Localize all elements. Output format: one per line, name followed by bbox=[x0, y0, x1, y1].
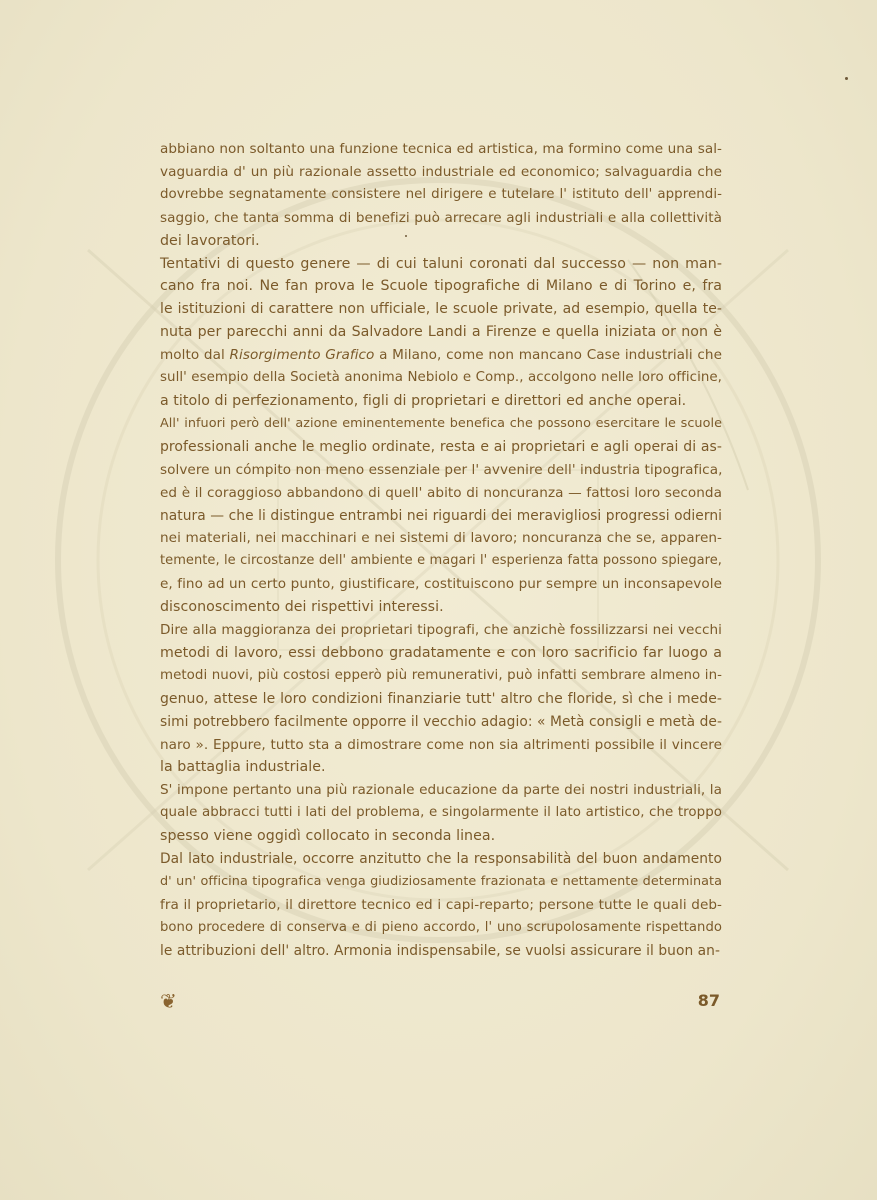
text-line: simi potrebbero facilmente opporre il vecchio adagio: « Metà consigli e metà de- bbox=[160, 713, 722, 730]
text-line: Tentativi di questo genere — di cui taluni coronati dal successo — non man- bbox=[160, 255, 722, 272]
text-line: molto dal Risorgimento Grafico a Milano, come non mancano Case industriali che bbox=[160, 347, 722, 364]
italic-title: Risorgimento Grafico bbox=[229, 347, 375, 364]
text-line: nei materiali, nei macchinari e nei sistemi di lavoro; noncuranza che se, apparen- bbox=[160, 530, 722, 547]
text-line: fra il proprietario, il direttore tecnico ed i capi-reparto; persone tutte le quali deb- bbox=[160, 896, 722, 913]
page-footer bbox=[160, 990, 722, 1016]
text-line: vaguardia d' un più razionale assetto industriale ed economico; salvaguardia che bbox=[160, 163, 722, 180]
text-line: nuta per parecchi anni da Salvadore Landi a Firenze e quella iniziata or non è bbox=[160, 324, 722, 341]
text-line: professionali anche le meglio ordinate, resta e ai proprietari e agli operai di as- bbox=[160, 438, 722, 455]
text-line: bono procedere di conserva e di pieno accordo, l' uno scrupolosamente rispettando bbox=[160, 919, 722, 935]
paragraph bbox=[160, 848, 722, 963]
text-line: dei lavoratori. bbox=[160, 232, 260, 249]
text-line: le istituzioni di carattere non ufficiale, le scuole private, ad esempio, quella te- bbox=[160, 301, 722, 318]
paragraph bbox=[160, 413, 722, 619]
text-line: genuo, attese le loro condizioni finanziarie tutt' altro che floride, sì che i mede- bbox=[160, 690, 722, 707]
text-line: disconoscimento dei rispettivi interessi. bbox=[160, 599, 444, 616]
text-line: metodi di lavoro, essi debbono gradatamente e con loro sacrificio far luogo a bbox=[160, 644, 722, 661]
text-line: e, fino ad un certo punto, giustificare, costituiscono pur sempre un inconsapevole bbox=[160, 576, 722, 593]
body-text bbox=[160, 138, 722, 963]
paragraph bbox=[160, 619, 722, 779]
text-line: natura — che li distingue entrambi nei riguardi dei meravigliosi progressi odierni bbox=[160, 507, 722, 524]
text-line: dovrebbe segnatamente consistere nel dirigere e tutelare l' istituto dell' apprendi- bbox=[160, 186, 722, 202]
text-line: S' impone pertanto una più razionale educazione da parte dei nostri industriali, la bbox=[160, 782, 722, 799]
dust-speck bbox=[845, 77, 848, 80]
paragraph bbox=[160, 253, 722, 413]
paragraph bbox=[160, 138, 722, 253]
fleuron-ornament-icon: ❦ bbox=[160, 989, 177, 1013]
text-line: All' infuori però dell' azione eminentemente benefica che possono esercitare le scuole bbox=[160, 415, 722, 431]
text-line: spesso viene oggidì collocato in seconda linea. bbox=[160, 828, 496, 845]
text-line: abbiano non soltanto una funzione tecnica ed artistica, ma formino come una sal- bbox=[160, 141, 722, 157]
text-line: le attribuzioni dell' altro. Armonia indispensabile, se vuolsi assicurare il buon an- bbox=[160, 942, 721, 959]
text-line: saggio, che tanta somma di benefizi può arrecare agli industriali e alla collettività bbox=[160, 209, 722, 226]
text-line: ed è il coraggioso abbandono di quell' abito di noncuranza — fattosi loro seconda bbox=[160, 484, 722, 501]
text-line: la battaglia industriale. bbox=[160, 759, 326, 776]
text-line: temente, le circostanze dell' ambiente e magari l' esperienza fatta possono spiegare, bbox=[160, 553, 722, 569]
page-number: 87 bbox=[697, 991, 720, 1010]
text-line: quale abbracci tutti i lati del problema, e singolarmente il lato artistico, che troppo bbox=[160, 805, 722, 821]
text-line: a titolo di perfezionamento, figli di proprietari e direttori ed anche operai. bbox=[160, 392, 687, 409]
text-line: metodi nuovi, più costosi epperò più remunerativi, può infatti sembrare almeno in- bbox=[160, 667, 722, 683]
text-line: Dire alla maggioranza dei proprietari tipografi, che anzichè fossilizzarsi nei vecchi bbox=[160, 622, 722, 639]
text-line: Dal lato industriale, occorre anzitutto che la responsabilità del buon andamento bbox=[160, 851, 722, 868]
text-line: solvere un cómpito non meno essenziale per l' avvenire dell' industria tipografica, bbox=[160, 461, 723, 478]
paragraph bbox=[160, 779, 722, 848]
text-line: sull' esempio della Società anonima Nebiolo e Comp., accolgono nelle loro officine, bbox=[160, 370, 722, 386]
text-line: naro ». Eppure, tutto sta a dimostrare come non sia altrimenti possibile il vincere bbox=[160, 736, 722, 753]
text-line: cano fra noi. Ne fan prova le Scuole tipografiche di Milano e di Torino e, fra bbox=[160, 278, 722, 295]
text-line: d' un' officina tipografica venga giudiziosamente frazionata e nettamente determinata bbox=[160, 874, 722, 889]
